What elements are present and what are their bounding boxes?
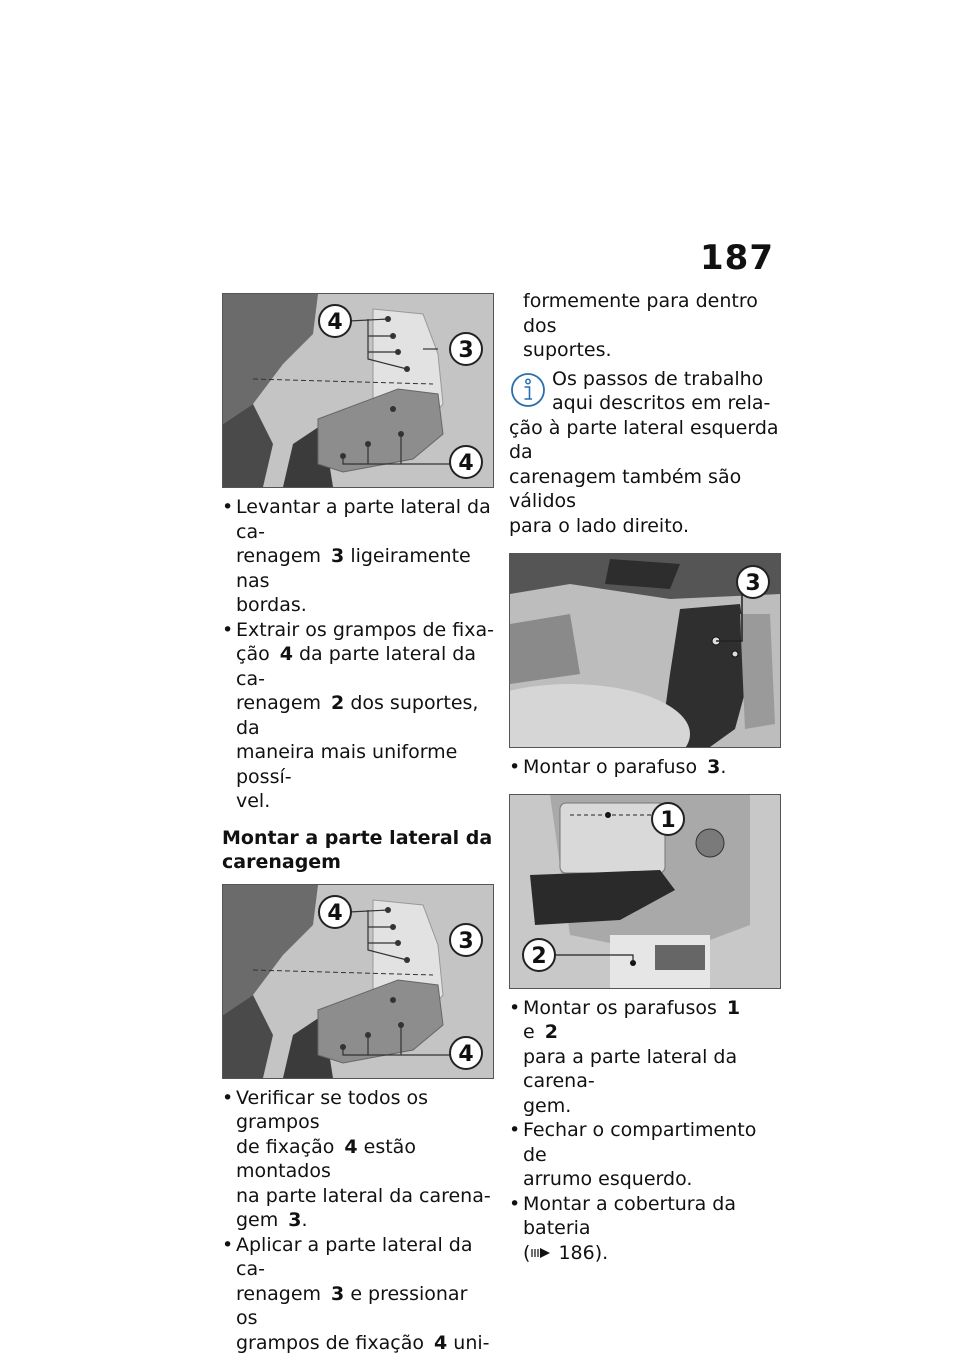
left-column [222,293,494,1355]
figure-fairing-removal [222,293,494,488]
callout-3 [737,566,769,598]
svg-text:1: 1 [660,807,676,833]
screw-illustration [510,554,780,747]
step-extract-clips: • Extrair os grampos de fixa- ção 4 da parte lateral da ca- renagem 2 dos suportes, da maneira mais uniforme possí- vel. [222,618,494,814]
fairing-illustration-2 [223,885,493,1078]
svg-text:4: 4 [327,900,343,926]
svg-text:4: 4 [327,310,343,335]
callout-3 [450,924,482,956]
step-apply-fairing: • Aplicar a parte lateral da ca- renagem 3 e pressionar os grampos de fixação 4 uni- [222,1233,494,1356]
step-mount-screws: • Montar os parafusos 1 e 2 para a parte lateral da carena- gem. [509,996,781,1119]
step-continuation: formemente para dentro dos suportes. [523,290,758,361]
step-close-compartment: • Fechar o compartimento de arrumo esquerdo. [509,1118,781,1192]
svg-text:2: 2 [531,943,547,969]
figure-screws-1-2 [509,794,781,989]
callout-3 [450,333,482,365]
step-mount-battery-cover: • Montar a cobertura da bateria ( 186). [509,1192,781,1266]
callout-4-top [319,896,351,928]
screws-illustration [510,795,780,988]
svg-text:4: 4 [458,1041,474,1067]
callout-4-top [319,305,351,337]
callout-2 [523,939,555,971]
svg-text:3: 3 [458,338,474,363]
step-verify-clips: • Verificar se todos os grampos de fixação 4 estão montados na parte lateral da carena- gem 3. [222,1086,494,1233]
callout-1 [652,803,684,835]
svg-text:3: 3 [458,928,474,954]
figure-screw-3 [509,553,781,748]
fairing-illustration-1 [223,294,493,487]
page-number: 187 [700,238,774,278]
info-icon [509,371,547,409]
svg-text:3: 3 [745,571,761,596]
page-reference-link[interactable]: 186 [558,1241,595,1264]
right-column [509,289,781,1265]
step-lift-fairing: • Levantar a parte lateral da ca- renagem 3 ligeiramente nas bordas. [222,495,494,618]
callout-4-bottom [450,1037,482,1069]
step-mount-screw: • Montar o parafuso 3. [509,755,781,780]
figure-fairing-install [222,884,494,1079]
section-heading: Montar a parte lateral da carenagem [222,826,493,873]
callout-4-bottom [450,446,482,478]
page-reference-arrow-icon [530,1246,552,1260]
info-note: Os passos de trabalho aqui descritos em rela- ção à parte lateral esquerda da carenagem também são válidos para o lado direito. [509,367,779,537]
svg-text:4: 4 [458,451,474,476]
